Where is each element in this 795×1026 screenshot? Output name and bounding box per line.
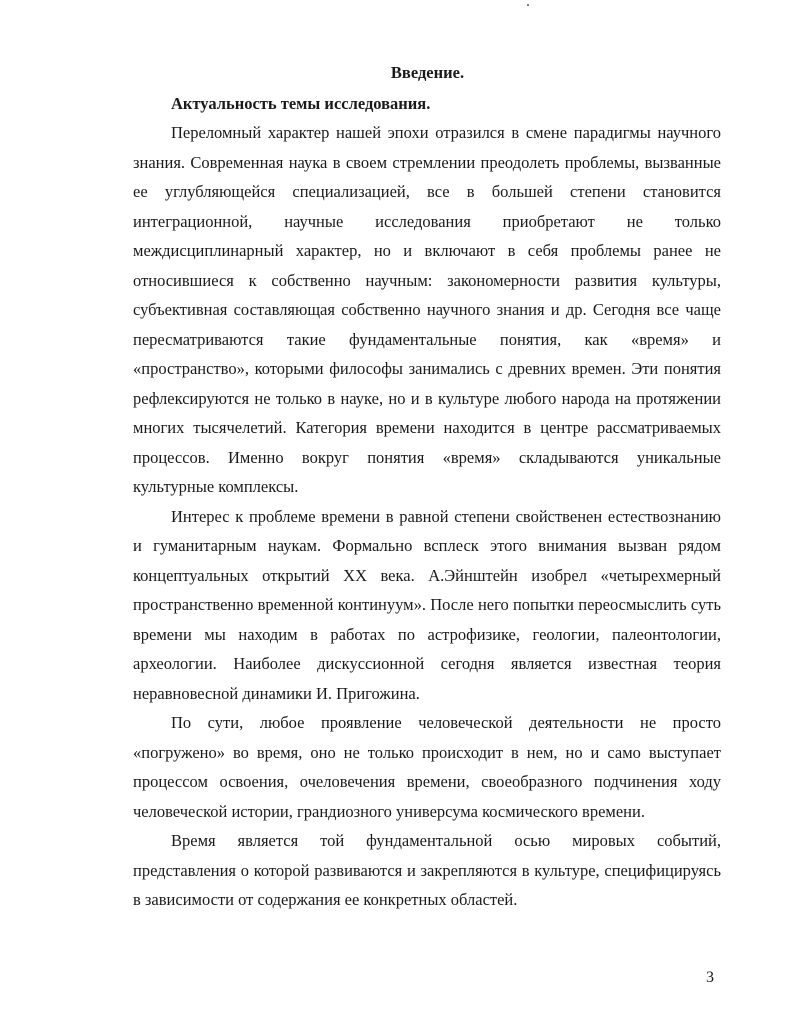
body-text	[133, 118, 721, 915]
paragraph-1: Переломный характер нашей эпохи отразился в смене парадигмы научного знания. Современная наука в своем стремлении преодолеть проблемы, вызванные ее углубляющейся специализацией, все в большей степени становится интеграционной, научные исследования приобретают не только междисциплинарный характер, но и включают в себя проблемы ранее не относившиеся к собственно научным: закономерности развития культуры, субъективная составляющая собственно научного знания и др. Сегодня все чаще пересматриваются такие фундаментальные понятия, как «время» и «пространство», которыми философы занимались с древних времен. Эти понятия рефлексируются не только в науке, но и в культуре любого народа на протяжении многих тысячелетий. Категория времени находится в центре рассматриваемых процессов. Именно вокруг понятия «время» складываются уникальные культурные комплексы.	[133, 123, 721, 496]
section-heading: Актуальность темы исследования.	[171, 94, 431, 113]
paragraph-4: Время является той фундаментальной осью мировых событий, представления о которой развиваются и закрепляются в культуре, специфицируясь в зависимости от содержания ее конкретных областей.	[133, 831, 721, 909]
paragraph-3: По сути, любое проявление человеческой деятельности не просто «погружено» во время, оно не только происходит в нем, но и само выступает процессом освоения, очеловечения времени, своеобразного подчинения ходу человеческой истории, грандиозного универсума космического времени.	[133, 713, 721, 821]
paragraph-2: Интерес к проблеме времени в равной степени свойственен естествознанию и гуманитарным наукам. Формально всплеск этого внимания вызван рядом концептуальных открытий XX века. А.Эйнштейн изобрел «четырехмерный пространственно временной континуум». После него попытки переосмыслить суть времени мы находим в работах по астрофизике, геологии, палеонтологии, археологии. Наиболее дискуссионной сегодня является известная теория неравновесной динамики И. Пригожина.	[133, 506, 721, 703]
page-number: 3	[706, 969, 714, 986]
scan-artifact	[527, 4, 529, 6]
page-title: Введение.	[390, 63, 465, 82]
